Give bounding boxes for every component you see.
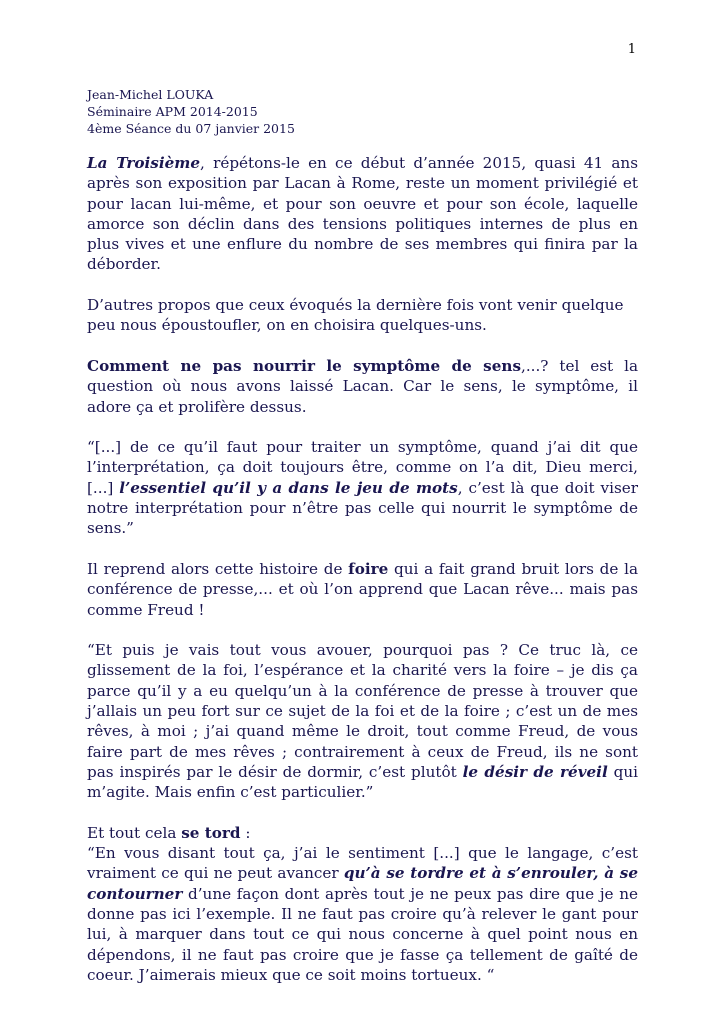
quote-text: qui m’agite. Mais enfin c’est particulier.” (87, 762, 638, 802)
quote-emphasis: le désir de réveil (462, 762, 608, 781)
paragraph-question (87, 356, 638, 417)
question-bold: Comment ne pas nourrir le symptôme de sens (87, 356, 521, 375)
quote-text: d’une façon dont après tout je ne peux pas dire que je ne donne pas ici l’exemple. Il ne faut pas croire qu’à relever le gant pour lui, à marquer dans tout ce qui nous concerne à quel point nous en dépendons, il ne faut pas croire que je fasse ça tellement de gaîté de coeur. J’aimerais mieux que ce soit moins tortueux. “ (87, 884, 638, 984)
se-tord-bold: se tord (181, 823, 241, 842)
paragraph-se-tord (87, 823, 638, 843)
quote-3 (87, 843, 638, 985)
author-line: Jean-Michel LOUKA (87, 87, 214, 102)
paragraph-text: Et tout cela (87, 823, 182, 842)
paragraph-text: : (240, 823, 251, 842)
paragraph-text: ,...? tel est la question où nous avons laissé Lacan. Car le sens, le symptôme, il adore ça et prolifère dessus. (87, 356, 638, 416)
paragraph-text: Il reprend alors cette histoire de (87, 559, 349, 578)
work-title: La Troisième (87, 154, 201, 172)
paragraph-text: qui a fait grand bruit lors de la conférence de presse,... et où l’on apprend que Lacan rêve... mais pas comme Freud ! (87, 559, 638, 619)
quote-text: “En vous disant tout ça, j’ai le sentiment [...] que le langage, c’est vraiment ce qui ne peut avancer (87, 844, 638, 883)
quote-emphasis: l’essentiel qu’il y a dans le jeu de mots (119, 478, 458, 497)
quote-text: , c’est là que doit viser notre interprétation pour n’être pas celle qui nourrit le symptôme de sens.” (87, 478, 638, 538)
quote-text: “Et puis je vais tout vous avouer, pourquoi pas ? Ce truc là, ce glissement de la foi, l’espérance et la charité vers la foire – je dis ça parce qu’il y a eu quelqu’un à la conférence de presse à trouver que j’allais un peu fort sur ce sujet de la foi et de la foire ; c’est un de mes rêves, à moi ; j’ai quand même le droit, tout comme Freud, de vous faire part de mes rêves ; contrairement à ceux de Freud, ils ne sont pas inspirés par le désir de dormir, c’est plutôt (87, 641, 638, 781)
quote-1 (87, 437, 638, 538)
paragraph-text: , répétons-le en ce début d’année 2015, quasi 41 ans après son exposition par Lacan à Rome, reste un moment privilégié et pour lacan lui-même, et pour son oeuvre et pour son école, laquelle amorce son déclin dans des tensions politiques internes de plus en plus vives et une enflure du nombre de ses membres qui finira par la déborder. (87, 154, 639, 274)
session-line: 4ème Séance du 07 janvier 2015 (87, 121, 295, 136)
paragraph-2: D’autres propos que ceux évoqués la dernière fois vont venir quelque peu nous époustoufler, on en choisira quelques-uns. (87, 296, 624, 335)
foire-bold: foire (348, 559, 389, 578)
document-body (87, 153, 638, 1005)
quote-text: “[...] de ce qu’il faut pour traiter un symptôme, quand j’ai dit que l’interprétation, ça doit toujours être, comme on l’a dit, Dieu merci, [...] (87, 438, 638, 497)
seminar-line: Séminaire APM 2014-2015 (87, 104, 258, 119)
document-header (87, 86, 295, 137)
paragraph-foire (87, 559, 638, 620)
quote-2 (87, 640, 638, 802)
quote-emphasis: qu’à se tordre et à s’enrouler, à se contourner (87, 864, 638, 903)
paragraph-intro (87, 153, 638, 275)
page-number: 1 (627, 42, 636, 57)
